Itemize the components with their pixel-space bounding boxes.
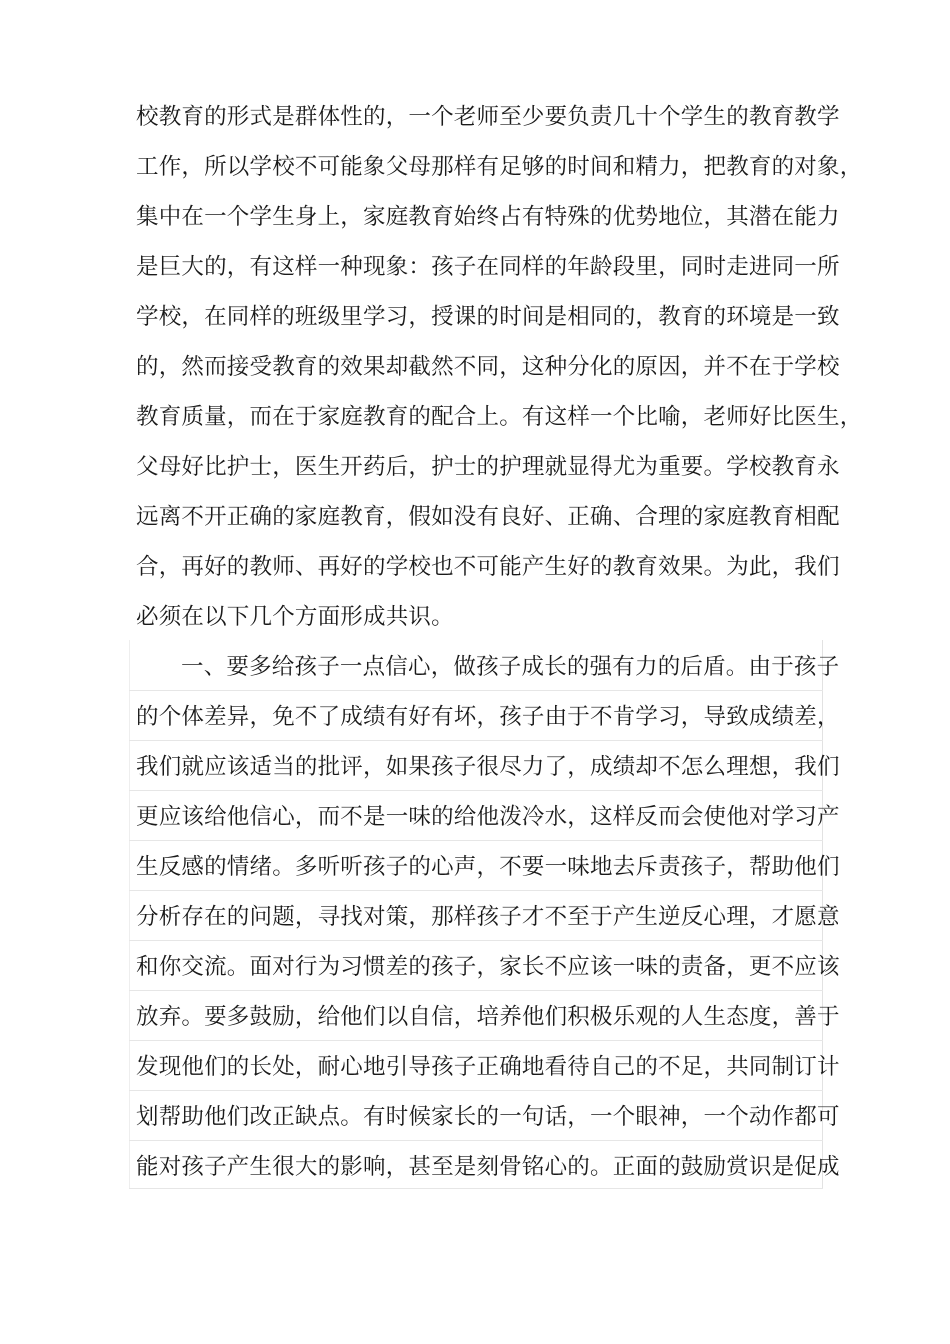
- text-line: 放弃。要多鼓励，给他们以自信，培养他们积极乐观的人生态度，善于: [136, 1004, 840, 1030]
- text-line: 集中在一个学生身上，家庭教育始终占有特殊的优势地位，其潜在能力: [136, 204, 840, 230]
- text-line: 划帮助他们改正缺点。有时候家长的一句话，一个眼神，一个动作都可: [136, 1104, 840, 1130]
- text-line: 合，再好的教师、再好的学校也不可能产生好的教育效果。为此，我们: [136, 554, 840, 580]
- text-line: 的个体差异，免不了成绩有好有坏，孩子由于不肯学习，导致成绩差，: [136, 704, 840, 730]
- text-line: 一、要多给孩子一点信心，做孩子成长的强有力的后盾。由于孩子: [181, 654, 840, 680]
- text-line: 远离不开正确的家庭教育，假如没有良好、正确、合理的家庭教育相配: [136, 504, 840, 530]
- text-line: 分析存在的问题，寻找对策，那样孩子才不至于产生逆反心理，才愿意: [136, 904, 840, 930]
- text-line: 教育质量，而在于家庭教育的配合上。有这样一个比喻，老师好比医生，: [136, 404, 863, 430]
- text-line: 的，然而接受教育的效果却截然不同，这种分化的原因，并不在于学校: [136, 354, 840, 380]
- text-line: 发现他们的长处，耐心地引导孩子正确地看待自己的不足，共同制订计: [136, 1054, 840, 1080]
- text-line: 校教育的形式是群体性的，一个老师至少要负责几十个学生的教育教学: [136, 104, 840, 130]
- body-paragraph-2: [136, 642, 840, 1192]
- text-line: 工作，所以学校不可能象父母那样有足够的时间和精力，把教育的对象，: [136, 154, 863, 180]
- text-line: 是巨大的，有这样一种现象：孩子在同样的年龄段里，同时走进同一所: [136, 254, 840, 280]
- body-paragraph-1: [136, 92, 863, 642]
- text-line: 学校，在同样的班级里学习，授课的时间是相同的，教育的环境是一致: [136, 304, 840, 330]
- text-line: 能对孩子产生很大的影响，甚至是刻骨铭心的。正面的鼓励赏识是促成: [136, 1154, 840, 1180]
- text-line: 我们就应该适当的批评，如果孩子很尽力了，成绩却不怎么理想，我们: [136, 754, 840, 780]
- text-line: 更应该给他信心，而不是一味的给他泼冷水，这样反而会使他对学习产: [136, 804, 840, 830]
- text-line: 必须在以下几个方面形成共识。: [136, 604, 454, 630]
- text-line: 生反感的情绪。多听听孩子的心声，不要一味地去斥责孩子，帮助他们: [136, 854, 840, 880]
- text-line: 和你交流。面对行为习惯差的孩子，家长不应该一味的责备，更不应该: [136, 954, 840, 980]
- text-line: 父母好比护士，医生开药后，护士的护理就显得尤为重要。学校教育永: [136, 454, 840, 480]
